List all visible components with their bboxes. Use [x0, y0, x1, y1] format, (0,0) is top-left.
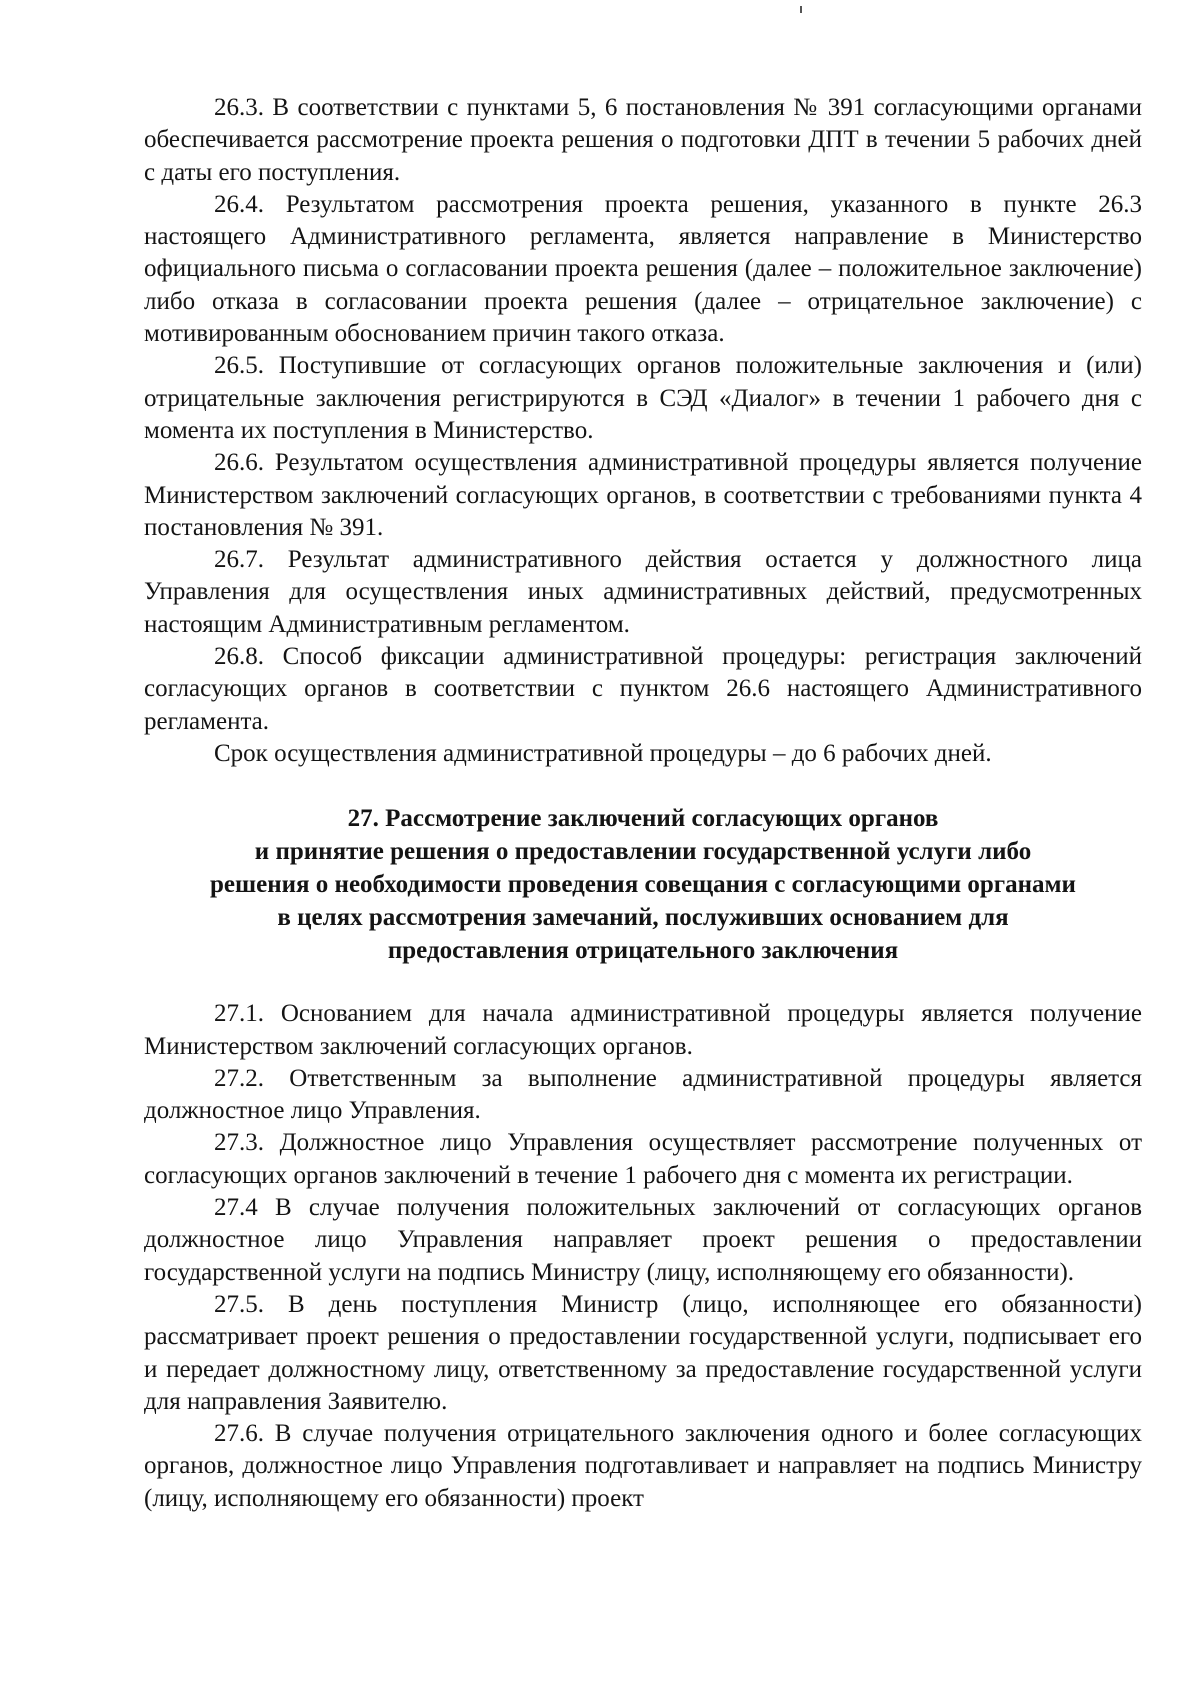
paragraph-26-8: 26.8. Способ фиксации административной процедуры: регистрация заключений согласующих органов в соответствии с пунктом 26.6 настоящего Административного регламента. [144, 643, 1142, 735]
paragraph-27-1: 27.1. Основанием для начала административной процедуры является получение Министерством заключений согласующих органов. [144, 1000, 1142, 1060]
paragraph-27-4: 27.4 В случае получения положительных заключений от согласующих органов должностное лицо Управления направляет проект решения о предоставлении государственной услуги на подпись Министру (лицу, исполняющему его обязанности). [144, 1194, 1142, 1286]
paragraph-27-6: 27.6. В случае получения отрицательного заключения одного и более согласующих органов, должностное лицо Управления подготавливает и направляет на подпись Министру (лицу, исполняющему его обязанности) проект [144, 1420, 1142, 1512]
heading-line: предоставления отрицательного заключения [387, 937, 899, 965]
heading-line: 27. Рассмотрение заключений согласующих органов [347, 805, 939, 833]
document-page [144, 92, 1142, 1515]
heading-line: и принятие решения о предоставлении государственной услуги либо [254, 838, 1032, 866]
paragraph-26-3: 26.3. В соответствии с пунктами 5, 6 постановления № 391 согласующими органами обеспечивается рассмотрение проекта решения о подготовки ДПТ в течении 5 рабочих дней с даты его поступления. [144, 94, 1142, 186]
paragraph-27-2: 27.2. Ответственным за выполнение административной процедуры является должностное лицо Управления. [144, 1064, 1142, 1125]
paragraph-26-4: 26.4. Результатом рассмотрения проекта решения, указанного в пункте 26.3 настоящего Административного регламента, является направление в Министерство официального письма о согласовании проекта решения (далее – положительное заключение) либо отказа в согласовании проекта решения (далее – отрицательное заключение) с мотивированным обоснованием причин такого отказа. [144, 190, 1142, 348]
paragraph-26-5: 26.5. Поступившие от согласующих органов положительные заключения и (или) отрицательные заключения регистрируются в СЭД «Диалог» в течении 1 рабочего дня с момента их поступления в Министерство. [144, 352, 1142, 444]
paragraph-26-7: 26.7. Результат административного действия остается у должностного лица Управления для осуществления иных административных действий, предусмотренных настоящим Административным регламентом. [144, 546, 1142, 638]
scan-speck [800, 6, 802, 13]
paragraph-deadline: Срок осуществления административной процедуры – до 6 рабочих дней. [214, 739, 992, 767]
heading-line: в целях рассмотрения замечаний, послуживших основанием для [277, 904, 1009, 932]
paragraph-27-5: 27.5. В день поступления Министр (лицо, исполняющее его обязанности) рассматривает проект решения о предоставлении государственной услуги, подписывает его и передает должностному лицу, ответственному за предоставление государственной услуги для направления Заявителю. [144, 1290, 1142, 1415]
heading-line: решения о необходимости проведения совещания с согласующими органами [210, 871, 1076, 899]
paragraph-27-3: 27.3. Должностное лицо Управления осуществляет рассмотрение полученных от согласующих органов заключений в течение 1 рабочего дня с момента их регистрации. [144, 1129, 1142, 1189]
paragraph-26-6: 26.6. Результатом осуществления административной процедуры является получение Министерством заключений согласующих органов, в соответствии с требованиями пункта 4 постановления № 391. [144, 449, 1142, 541]
section-heading-27 [144, 802, 1142, 967]
